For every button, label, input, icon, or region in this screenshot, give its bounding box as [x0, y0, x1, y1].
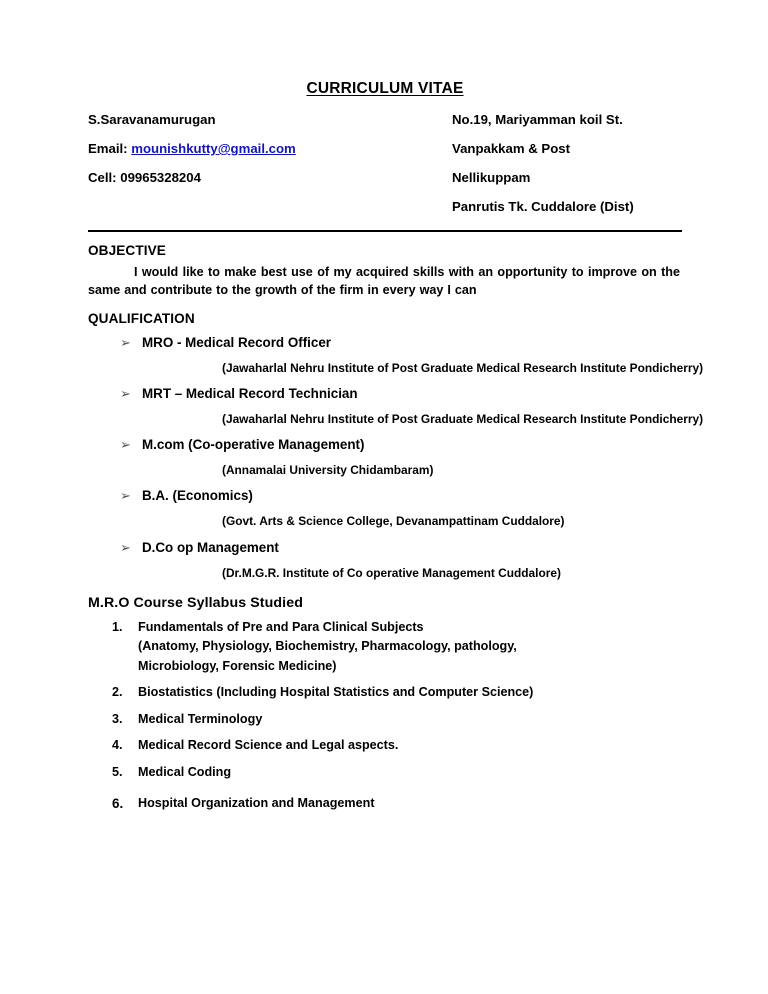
- qualification-heading: QUALIFICATION: [88, 310, 195, 326]
- address-line-1: No.19, Mariyamman koil St.: [452, 112, 623, 127]
- arrow-bullet-icon: ➢: [120, 437, 131, 453]
- list-item-number: 1.: [112, 619, 123, 634]
- qualification-title-row: [88, 539, 682, 557]
- address-line-2: Vanpakkam & Post: [452, 141, 571, 156]
- list-item: [88, 794, 682, 814]
- contact-row: [88, 170, 682, 199]
- objective-heading: OBJECTIVE: [88, 243, 166, 258]
- list-item-text: Fundamentals of Pre and Para Clinical Subjects: [138, 619, 424, 634]
- qualification-title: MRO - Medical Record Officer: [142, 334, 331, 350]
- list-item-number: 5.: [112, 764, 123, 779]
- list-item: [88, 539, 682, 582]
- arrow-bullet-icon: ➢: [120, 488, 131, 504]
- qualification-institute: (Dr.M.G.R. Institute of Co operative Management Cuddalore): [222, 565, 561, 580]
- address-line-4: Panrutis Tk. Cuddalore (Dist): [452, 199, 634, 214]
- syllabus-list: [88, 618, 682, 815]
- qualification-title-row: [88, 436, 682, 454]
- list-item-number: 6.: [112, 796, 124, 812]
- email-link[interactable]: mounishkutty@gmail.com: [131, 141, 296, 156]
- list-item: [88, 385, 704, 428]
- contact-row: [88, 199, 682, 228]
- objective-paragraph: I would like to make best use of my acquired skills with an opportunity to improve on the same and contribute to the growth of the firm in every way I can: [88, 265, 680, 297]
- qualification-title-row: [88, 334, 682, 352]
- page-title: [88, 80, 682, 98]
- address-line-3: Nellikuppam: [452, 170, 531, 185]
- qualification-institute: (Jawaharlal Nehru Institute of Post Graduate Medical Research Institute Pondicherry): [222, 412, 704, 427]
- list-item: [88, 436, 682, 479]
- cell-number: Cell: 09965328204: [88, 170, 201, 185]
- qualification-title-row: [88, 487, 682, 505]
- arrow-bullet-icon: ➢: [120, 334, 131, 350]
- list-item-body: [138, 618, 517, 677]
- list-item: [88, 736, 682, 756]
- list-item: [88, 710, 682, 730]
- qualification-title: D.Co op Management: [142, 539, 279, 555]
- qualification-institute: (Annamalai University Chidambaram): [222, 463, 434, 478]
- list-item: [88, 683, 682, 703]
- qualification-title: B.A. (Economics): [142, 488, 253, 504]
- contact-row: [88, 112, 682, 141]
- qualification-title: M.com (Co-operative Management): [142, 437, 365, 453]
- applicant-name: S.Saravanamurugan: [88, 112, 216, 127]
- arrow-bullet-icon: ➢: [120, 539, 131, 555]
- list-item: [88, 334, 704, 377]
- list-item-text: Hospital Organization and Management: [138, 796, 375, 811]
- header-divider: [88, 230, 682, 232]
- list-item-number: 4.: [112, 738, 123, 753]
- list-item-continuation: Microbiology, Forensic Medicine): [138, 658, 337, 673]
- list-item-text: Medical Record Science and Legal aspects.: [138, 738, 399, 753]
- list-item: [88, 763, 682, 783]
- list-item-number: 2.: [112, 685, 123, 700]
- email-label: Email:: [88, 141, 128, 156]
- arrow-bullet-icon: ➢: [120, 385, 131, 401]
- qualification-institute: (Jawaharlal Nehru Institute of Post Graduate Medical Research Institute Pondicherry): [222, 360, 704, 375]
- qualification-title-row: [88, 385, 682, 403]
- list-item: [88, 487, 682, 530]
- list-item-text: Medical Terminology: [138, 711, 263, 726]
- qualification-institute: (Govt. Arts & Science College, Devanampattinam Cuddalore): [222, 514, 565, 529]
- page-title-text: CURRICULUM VITAE: [306, 80, 464, 97]
- list-item-text: Medical Coding: [138, 764, 232, 779]
- list-item: [88, 618, 682, 677]
- contact-header-block: [88, 112, 682, 232]
- contact-row: [88, 141, 682, 170]
- qualification-title: MRT – Medical Record Technician: [142, 385, 358, 401]
- email-row: [88, 141, 452, 156]
- syllabus-heading: M.R.O Course Syllabus Studied: [88, 594, 303, 611]
- list-item-continuation: (Anatomy, Physiology, Biochemistry, Pharmacology, pathology,: [138, 639, 517, 654]
- qualification-list: [88, 334, 704, 582]
- list-item-text: Biostatistics (Including Hospital Statistics and Computer Science): [138, 685, 534, 700]
- list-item-number: 3.: [112, 711, 123, 726]
